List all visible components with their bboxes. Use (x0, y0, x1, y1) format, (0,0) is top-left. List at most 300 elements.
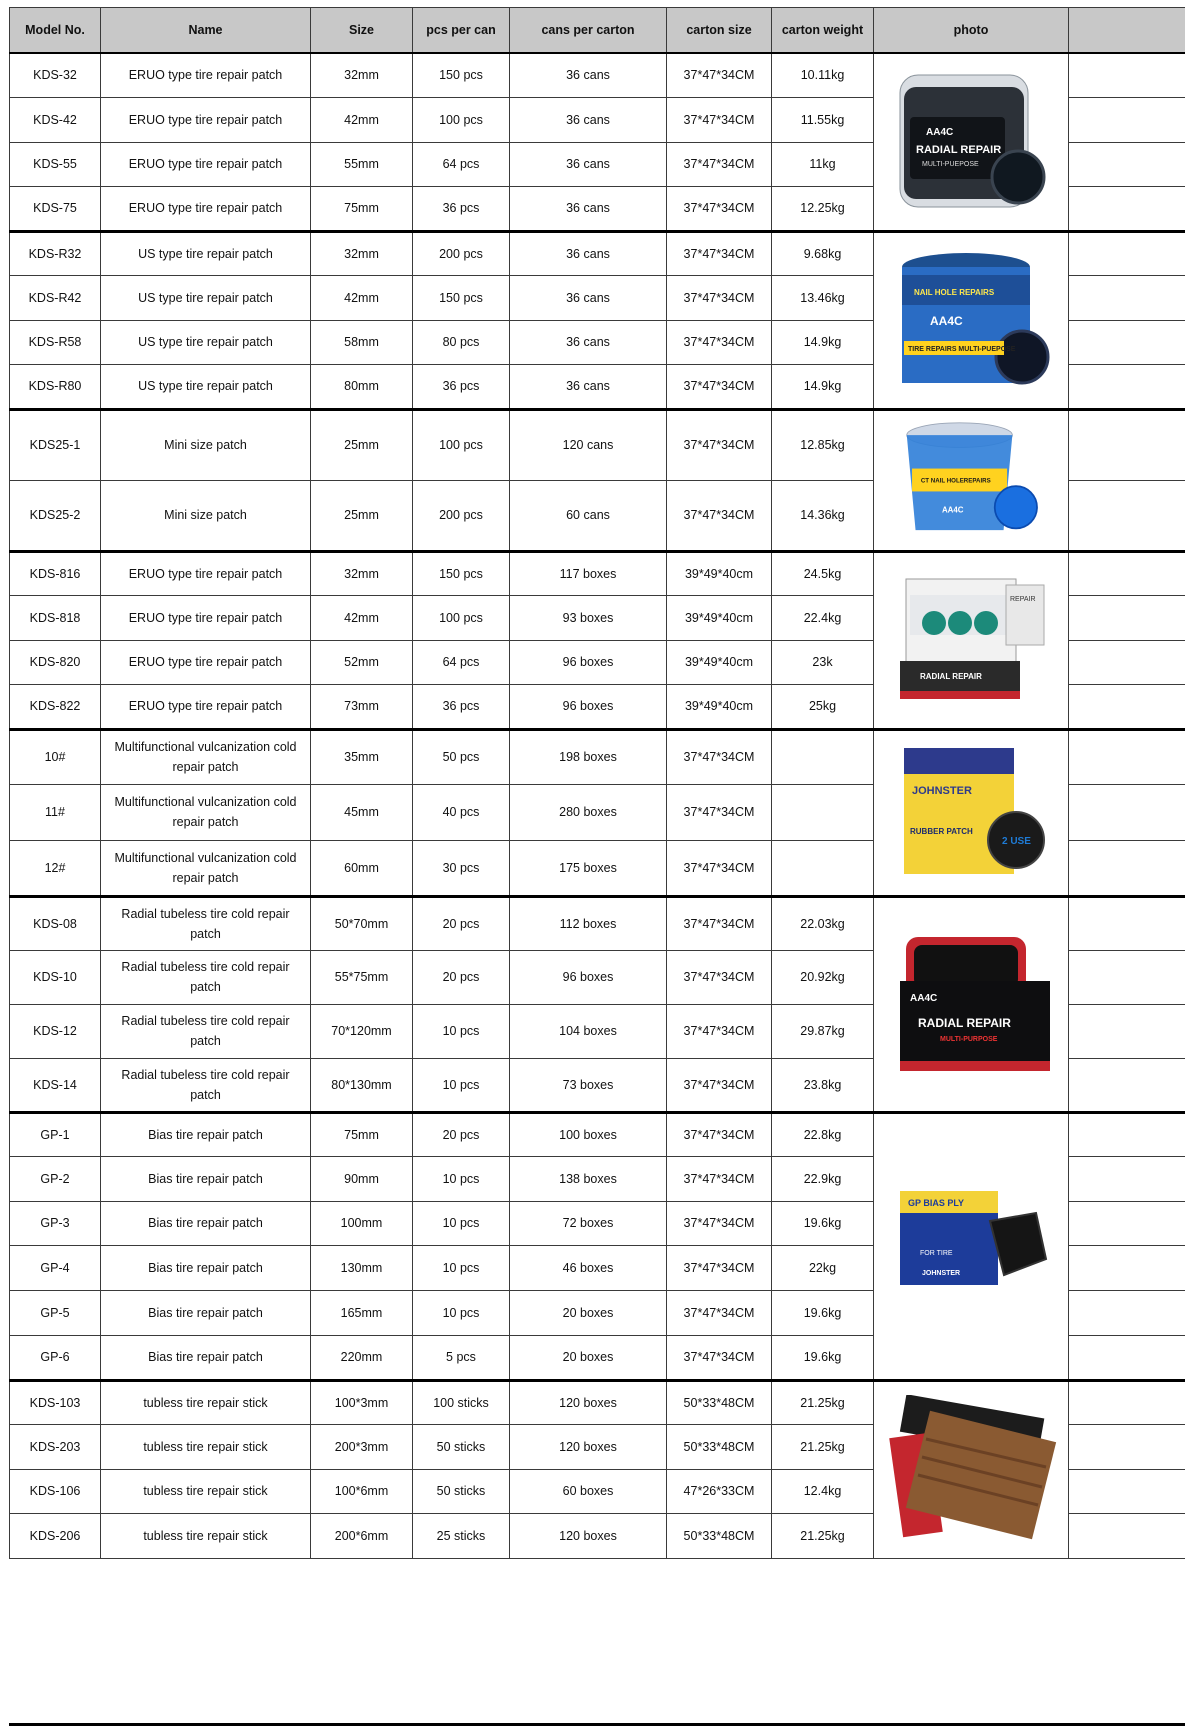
carton-size-cell: 37*47*34CM (667, 142, 772, 186)
svg-text:REPAIR: REPAIR (1010, 596, 1036, 603)
carton-size-cell: 37*47*34CM (667, 480, 772, 551)
name-cell: Multifunctional vulcanization cold repair patch (101, 729, 311, 784)
pcs-per-can-cell: 200 pcs (413, 480, 510, 551)
carton-size-cell: 37*47*34CM (667, 409, 772, 480)
cans-per-carton-cell: 36 cans (510, 231, 667, 275)
model-no-cell: KDS-816 (10, 551, 101, 595)
size-cell: 52mm (311, 640, 413, 684)
carton-size-cell: 37*47*34CM (667, 186, 772, 231)
size-cell: 75mm (311, 1112, 413, 1156)
blank-cell (1069, 729, 1185, 784)
cans-per-carton-cell: 175 boxes (510, 840, 667, 896)
pcs-per-can-cell: 25 sticks (413, 1513, 510, 1558)
size-cell: 45mm (311, 784, 413, 840)
carton-weight-cell: 23.8kg (772, 1058, 874, 1112)
carton-size-cell: 37*47*34CM (667, 364, 772, 409)
carton-weight-cell: 12.85kg (772, 409, 874, 480)
name-cell: ERUO type tire repair patch (101, 551, 311, 595)
carton-weight-cell: 29.87kg (772, 1004, 874, 1058)
pcs-per-can-cell: 50 sticks (413, 1469, 510, 1513)
header-carton-size: carton size (667, 8, 772, 54)
name-cell: ERUO type tire repair patch (101, 142, 311, 186)
blank-cell (1069, 186, 1185, 231)
svg-text:NAIL HOLE REPAIRS: NAIL HOLE REPAIRS (914, 288, 995, 297)
carton-weight-cell: 23k (772, 640, 874, 684)
carton-size-cell: 50*33*48CM (667, 1513, 772, 1558)
pcs-per-can-cell: 36 pcs (413, 684, 510, 729)
model-no-cell: 10# (10, 729, 101, 784)
cans-per-carton-cell: 20 boxes (510, 1290, 667, 1335)
photo-cell (874, 729, 1069, 896)
radial-repair-box-photo (885, 565, 1057, 715)
blank-cell (1069, 595, 1185, 640)
blank-cell (1069, 1424, 1185, 1469)
size-cell: 80*130mm (311, 1058, 413, 1112)
name-cell: ERUO type tire repair patch (101, 595, 311, 640)
size-cell: 90mm (311, 1156, 413, 1201)
name-cell: Multifunctional vulcanization cold repair patch (101, 840, 311, 896)
svg-text:RADIAL REPAIR: RADIAL REPAIR (916, 143, 1002, 156)
model-no-cell: KDS-R42 (10, 275, 101, 320)
name-cell: Mini size patch (101, 480, 311, 551)
model-no-cell: KDS-55 (10, 142, 101, 186)
svg-text:RADIAL REPAIR: RADIAL REPAIR (918, 1016, 1011, 1030)
svg-text:2 USE: 2 USE (1002, 835, 1031, 847)
size-cell: 42mm (311, 97, 413, 142)
header-carton-weight: carton weight (772, 8, 874, 54)
carton-size-cell: 37*47*34CM (667, 231, 772, 275)
cans-per-carton-cell: 20 boxes (510, 1335, 667, 1380)
carton-size-cell: 39*49*40cm (667, 684, 772, 729)
svg-text:FOR TIRE: FOR TIRE (920, 1250, 953, 1257)
model-no-cell: KDS-32 (10, 53, 101, 97)
name-cell: tubless tire repair stick (101, 1424, 311, 1469)
size-cell: 35mm (311, 729, 413, 784)
svg-text:MULTI-PURPOSE: MULTI-PURPOSE (940, 1036, 998, 1043)
blank-cell (1069, 1469, 1185, 1513)
cans-per-carton-cell: 60 cans (510, 480, 667, 551)
blank-cell (1069, 684, 1185, 729)
carton-size-cell: 37*47*34CM (667, 1290, 772, 1335)
model-no-cell: GP-6 (10, 1335, 101, 1380)
name-cell: US type tire repair patch (101, 275, 311, 320)
photo-cell (874, 896, 1069, 1112)
blank-cell (1069, 409, 1185, 480)
pcs-per-can-cell: 10 pcs (413, 1201, 510, 1245)
header-blank (1069, 8, 1185, 54)
table-bottom-border (9, 1723, 1185, 1726)
model-no-cell: KDS25-2 (10, 480, 101, 551)
blank-cell (1069, 1290, 1185, 1335)
cans-per-carton-cell: 120 boxes (510, 1424, 667, 1469)
pcs-per-can-cell: 80 pcs (413, 320, 510, 364)
photo-cell (874, 1112, 1069, 1380)
size-cell: 100mm (311, 1201, 413, 1245)
svg-text:MULTI-PUEPOSE: MULTI-PUEPOSE (922, 160, 979, 168)
carton-weight-cell: 22.8kg (772, 1112, 874, 1156)
pcs-per-can-cell: 200 pcs (413, 231, 510, 275)
size-cell: 130mm (311, 1245, 413, 1290)
tubeless-repair-stick-photo (885, 1395, 1057, 1545)
carton-size-cell: 37*47*34CM (667, 97, 772, 142)
pcs-per-can-cell: 100 pcs (413, 409, 510, 480)
carton-weight-cell: 14.9kg (772, 320, 874, 364)
size-cell: 220mm (311, 1335, 413, 1380)
name-cell: Bias tire repair patch (101, 1335, 311, 1380)
name-cell: Multifunctional vulcanization cold repair patch (101, 784, 311, 840)
carton-weight-cell: 14.36kg (772, 480, 874, 551)
model-no-cell: KDS-106 (10, 1469, 101, 1513)
name-cell: US type tire repair patch (101, 231, 311, 275)
name-cell: Bias tire repair patch (101, 1201, 311, 1245)
blank-cell (1069, 142, 1185, 186)
cans-per-carton-cell: 120 cans (510, 409, 667, 480)
pcs-per-can-cell: 40 pcs (413, 784, 510, 840)
blank-cell (1069, 840, 1185, 896)
pcs-per-can-cell: 100 sticks (413, 1380, 510, 1424)
carton-weight-cell: 22kg (772, 1245, 874, 1290)
blank-cell (1069, 551, 1185, 595)
name-cell: Radial tubeless tire cold repair patch (101, 896, 311, 950)
size-cell: 55*75mm (311, 950, 413, 1004)
model-no-cell: KDS-206 (10, 1513, 101, 1558)
name-cell: tubless tire repair stick (101, 1513, 311, 1558)
carton-size-cell: 37*47*34CM (667, 1112, 772, 1156)
model-no-cell: KDS-820 (10, 640, 101, 684)
svg-text:CT NAIL HOLEREPAIRS: CT NAIL HOLEREPAIRS (920, 477, 991, 485)
size-cell: 25mm (311, 409, 413, 480)
cans-per-carton-cell: 36 cans (510, 53, 667, 97)
cans-per-carton-cell: 138 boxes (510, 1156, 667, 1201)
blank-cell (1069, 1513, 1185, 1558)
pcs-per-can-cell: 64 pcs (413, 142, 510, 186)
cans-per-carton-cell: 36 cans (510, 320, 667, 364)
header-photo: photo (874, 8, 1069, 54)
photo-cell (874, 551, 1069, 729)
size-cell: 100*6mm (311, 1469, 413, 1513)
size-cell: 73mm (311, 684, 413, 729)
size-cell: 75mm (311, 186, 413, 231)
svg-text:JOHNSTER: JOHNSTER (912, 784, 972, 797)
carton-weight-cell: 22.9kg (772, 1156, 874, 1201)
cans-per-carton-cell: 280 boxes (510, 784, 667, 840)
size-cell: 32mm (311, 551, 413, 595)
name-cell: Mini size patch (101, 409, 311, 480)
pcs-per-can-cell: 30 pcs (413, 840, 510, 896)
svg-text:AA4C: AA4C (926, 126, 954, 138)
pcs-per-can-cell: 36 pcs (413, 186, 510, 231)
svg-text:JOHNSTER: JOHNSTER (922, 1270, 961, 1277)
model-no-cell: KDS25-1 (10, 409, 101, 480)
carton-size-cell: 39*49*40cm (667, 595, 772, 640)
johnster-rubber-patch-box-photo (885, 738, 1057, 888)
table-row (10, 1112, 1185, 1156)
carton-weight-cell (772, 784, 874, 840)
carton-weight-cell: 21.25kg (772, 1380, 874, 1424)
table-body (10, 53, 1185, 1558)
pcs-per-can-cell: 150 pcs (413, 551, 510, 595)
model-no-cell: KDS-10 (10, 950, 101, 1004)
model-no-cell: GP-5 (10, 1290, 101, 1335)
nail-hole-repairs-jar-photo (885, 245, 1057, 395)
photo-cell (874, 231, 1069, 409)
size-cell: 80mm (311, 364, 413, 409)
blank-cell (1069, 784, 1185, 840)
pcs-per-can-cell: 36 pcs (413, 364, 510, 409)
cans-per-carton-cell: 117 boxes (510, 551, 667, 595)
radial-repair-tubeless-box-photo (885, 929, 1057, 1079)
carton-weight-cell: 11.55kg (772, 97, 874, 142)
carton-weight-cell (772, 840, 874, 896)
pcs-per-can-cell: 100 pcs (413, 595, 510, 640)
svg-text:AA4C: AA4C (930, 314, 963, 328)
photo-cell (874, 409, 1069, 551)
pcs-per-can-cell: 64 pcs (413, 640, 510, 684)
carton-weight-cell: 22.03kg (772, 896, 874, 950)
size-cell: 60mm (311, 840, 413, 896)
gp-bias-ply-box-photo (885, 1171, 1057, 1321)
blank-cell (1069, 97, 1185, 142)
model-no-cell: KDS-203 (10, 1424, 101, 1469)
size-cell: 58mm (311, 320, 413, 364)
carton-weight-cell: 24.5kg (772, 551, 874, 595)
svg-text:AA4C: AA4C (941, 505, 964, 515)
cans-per-carton-cell: 100 boxes (510, 1112, 667, 1156)
carton-weight-cell: 13.46kg (772, 275, 874, 320)
carton-size-cell: 37*47*34CM (667, 729, 772, 784)
cans-per-carton-cell: 198 boxes (510, 729, 667, 784)
size-cell: 55mm (311, 142, 413, 186)
carton-weight-cell: 12.25kg (772, 186, 874, 231)
carton-size-cell: 37*47*34CM (667, 950, 772, 1004)
cans-per-carton-cell: 36 cans (510, 364, 667, 409)
model-no-cell: GP-1 (10, 1112, 101, 1156)
cans-per-carton-cell: 112 boxes (510, 896, 667, 950)
carton-size-cell: 37*47*34CM (667, 275, 772, 320)
model-no-cell: KDS-12 (10, 1004, 101, 1058)
svg-text:GP BIAS PLY: GP BIAS PLY (908, 1198, 965, 1208)
carton-weight-cell: 21.25kg (772, 1513, 874, 1558)
carton-size-cell: 47*26*33CM (667, 1469, 772, 1513)
svg-text:TIRE REPAIRS MULTI-PUEPOSE: TIRE REPAIRS MULTI-PUEPOSE (908, 346, 1016, 353)
radial-repair-jar-photo (885, 67, 1057, 217)
pcs-per-can-cell: 10 pcs (413, 1156, 510, 1201)
name-cell: Bias tire repair patch (101, 1156, 311, 1201)
photo-cell (874, 53, 1069, 231)
carton-size-cell: 37*47*34CM (667, 896, 772, 950)
size-cell: 32mm (311, 53, 413, 97)
blank-cell (1069, 364, 1185, 409)
carton-size-cell: 37*47*34CM (667, 1156, 772, 1201)
cans-per-carton-cell: 60 boxes (510, 1469, 667, 1513)
name-cell: US type tire repair patch (101, 364, 311, 409)
carton-size-cell: 37*47*34CM (667, 1335, 772, 1380)
blank-cell (1069, 53, 1185, 97)
name-cell: Bias tire repair patch (101, 1290, 311, 1335)
name-cell: ERUO type tire repair patch (101, 640, 311, 684)
cans-per-carton-cell: 46 boxes (510, 1245, 667, 1290)
carton-size-cell: 37*47*34CM (667, 784, 772, 840)
carton-weight-cell: 21.25kg (772, 1424, 874, 1469)
size-cell: 200*6mm (311, 1513, 413, 1558)
model-no-cell: KDS-14 (10, 1058, 101, 1112)
pcs-per-can-cell: 50 pcs (413, 729, 510, 784)
photo-cell (874, 1380, 1069, 1558)
size-cell: 165mm (311, 1290, 413, 1335)
model-no-cell: 12# (10, 840, 101, 896)
carton-size-cell: 37*47*34CM (667, 1004, 772, 1058)
table-row (10, 1380, 1185, 1424)
carton-weight-cell: 14.9kg (772, 364, 874, 409)
model-no-cell: KDS-42 (10, 97, 101, 142)
carton-size-cell: 39*49*40cm (667, 640, 772, 684)
pcs-per-can-cell: 10 pcs (413, 1245, 510, 1290)
model-no-cell: KDS-822 (10, 684, 101, 729)
size-cell: 42mm (311, 595, 413, 640)
blank-cell (1069, 896, 1185, 950)
model-no-cell: 11# (10, 784, 101, 840)
size-cell: 100*3mm (311, 1380, 413, 1424)
size-cell: 70*120mm (311, 1004, 413, 1058)
carton-size-cell: 37*47*34CM (667, 53, 772, 97)
pcs-per-can-cell: 150 pcs (413, 53, 510, 97)
size-cell: 50*70mm (311, 896, 413, 950)
cans-per-carton-cell: 96 boxes (510, 684, 667, 729)
model-no-cell: KDS-818 (10, 595, 101, 640)
carton-size-cell: 37*47*34CM (667, 1201, 772, 1245)
carton-weight-cell: 11kg (772, 142, 874, 186)
svg-text:AA4C: AA4C (910, 993, 938, 1004)
cans-per-carton-cell: 36 cans (510, 97, 667, 142)
cans-per-carton-cell: 36 cans (510, 186, 667, 231)
name-cell: Bias tire repair patch (101, 1112, 311, 1156)
product-spec-table (9, 7, 1185, 1559)
name-cell: ERUO type tire repair patch (101, 53, 311, 97)
name-cell: tubless tire repair stick (101, 1469, 311, 1513)
table-row (10, 551, 1185, 595)
header-cans-per-carton: cans per carton (510, 8, 667, 54)
cans-per-carton-cell: 96 boxes (510, 640, 667, 684)
pcs-per-can-cell: 5 pcs (413, 1335, 510, 1380)
pcs-per-can-cell: 20 pcs (413, 1112, 510, 1156)
blank-cell (1069, 1004, 1185, 1058)
blank-cell (1069, 275, 1185, 320)
carton-weight-cell: 19.6kg (772, 1201, 874, 1245)
header-size: Size (311, 8, 413, 54)
mini-patch-bucket-photo (885, 414, 1057, 546)
blank-cell (1069, 1058, 1185, 1112)
blank-cell (1069, 640, 1185, 684)
model-no-cell: GP-2 (10, 1156, 101, 1201)
pcs-per-can-cell: 20 pcs (413, 896, 510, 950)
size-cell: 32mm (311, 231, 413, 275)
carton-weight-cell: 25kg (772, 684, 874, 729)
table-row (10, 53, 1185, 97)
carton-weight-cell: 19.6kg (772, 1290, 874, 1335)
size-cell: 25mm (311, 480, 413, 551)
table-header (10, 8, 1185, 54)
blank-cell (1069, 950, 1185, 1004)
model-no-cell: KDS-103 (10, 1380, 101, 1424)
pcs-per-can-cell: 10 pcs (413, 1058, 510, 1112)
carton-size-cell: 37*47*34CM (667, 320, 772, 364)
name-cell: tubless tire repair stick (101, 1380, 311, 1424)
name-cell: Bias tire repair patch (101, 1245, 311, 1290)
name-cell: ERUO type tire repair patch (101, 186, 311, 231)
cans-per-carton-cell: 93 boxes (510, 595, 667, 640)
carton-weight-cell: 10.11kg (772, 53, 874, 97)
size-cell: 42mm (311, 275, 413, 320)
header-name: Name (101, 8, 311, 54)
carton-weight-cell: 19.6kg (772, 1335, 874, 1380)
carton-size-cell: 50*33*48CM (667, 1380, 772, 1424)
pcs-per-can-cell: 100 pcs (413, 97, 510, 142)
pcs-per-can-cell: 10 pcs (413, 1004, 510, 1058)
pcs-per-can-cell: 50 sticks (413, 1424, 510, 1469)
name-cell: Radial tubeless tire cold repair patch (101, 950, 311, 1004)
blank-cell (1069, 320, 1185, 364)
carton-size-cell: 39*49*40cm (667, 551, 772, 595)
carton-size-cell: 37*47*34CM (667, 1245, 772, 1290)
name-cell: ERUO type tire repair patch (101, 684, 311, 729)
carton-weight-cell (772, 729, 874, 784)
pcs-per-can-cell: 150 pcs (413, 275, 510, 320)
carton-size-cell: 50*33*48CM (667, 1424, 772, 1469)
model-no-cell: KDS-R80 (10, 364, 101, 409)
model-no-cell: KDS-08 (10, 896, 101, 950)
header-model: Model No. (10, 8, 101, 54)
cans-per-carton-cell: 104 boxes (510, 1004, 667, 1058)
name-cell: US type tire repair patch (101, 320, 311, 364)
cans-per-carton-cell: 73 boxes (510, 1058, 667, 1112)
cans-per-carton-cell: 36 cans (510, 275, 667, 320)
blank-cell (1069, 1245, 1185, 1290)
blank-cell (1069, 1156, 1185, 1201)
blank-cell (1069, 1380, 1185, 1424)
model-no-cell: KDS-75 (10, 186, 101, 231)
model-no-cell: GP-4 (10, 1245, 101, 1290)
model-no-cell: GP-3 (10, 1201, 101, 1245)
table-row (10, 896, 1185, 950)
carton-weight-cell: 12.4kg (772, 1469, 874, 1513)
name-cell: Radial tubeless tire cold repair patch (101, 1058, 311, 1112)
table-row (10, 729, 1185, 784)
svg-text:RADIAL REPAIR: RADIAL REPAIR (920, 672, 982, 681)
blank-cell (1069, 1335, 1185, 1380)
svg-text:RUBBER PATCH: RUBBER PATCH (910, 826, 973, 836)
cans-per-carton-cell: 96 boxes (510, 950, 667, 1004)
model-no-cell: KDS-R32 (10, 231, 101, 275)
carton-weight-cell: 22.4kg (772, 595, 874, 640)
cans-per-carton-cell: 36 cans (510, 142, 667, 186)
carton-weight-cell: 20.92kg (772, 950, 874, 1004)
blank-cell (1069, 1201, 1185, 1245)
header-pcs-per-can: pcs per can (413, 8, 510, 54)
pcs-per-can-cell: 20 pcs (413, 950, 510, 1004)
model-no-cell: KDS-R58 (10, 320, 101, 364)
carton-size-cell: 37*47*34CM (667, 1058, 772, 1112)
blank-cell (1069, 480, 1185, 551)
carton-size-cell: 37*47*34CM (667, 840, 772, 896)
table-row (10, 231, 1185, 275)
cans-per-carton-cell: 72 boxes (510, 1201, 667, 1245)
blank-cell (1069, 1112, 1185, 1156)
cans-per-carton-cell: 120 boxes (510, 1513, 667, 1558)
name-cell: Radial tubeless tire cold repair patch (101, 1004, 311, 1058)
table-row (10, 409, 1185, 480)
carton-weight-cell: 9.68kg (772, 231, 874, 275)
blank-cell (1069, 231, 1185, 275)
